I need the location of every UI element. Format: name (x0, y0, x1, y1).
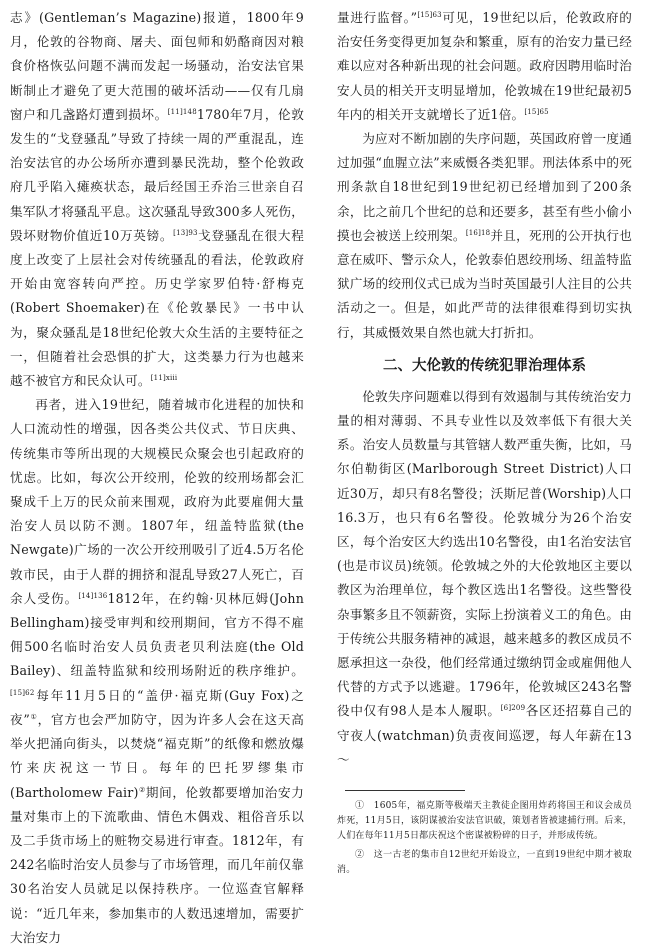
section-title: 二、大伦敦的传统犯罪治理体系 (383, 357, 586, 374)
citation[interactable]: [15]63 (417, 10, 442, 19)
footnote-divider (345, 790, 465, 791)
citation[interactable]: [6]209 (500, 704, 526, 713)
right-paragraph-2: 为应对不断加剧的失序问题，英国政府曾一度通过加强“血腥立法”来威慑各类犯罪。刑法体系中的死刑条款自18世纪到19世纪初已经增加到了200条余，比之前几个世纪的总和还要多，甚至有些小偷小摸也会被送上绞刑架。$^{[16]18}$并且，死刑的公开执行也意在威吓、警示众人，伦敦泰伯恩绞刑场、纽盖特监狱广场的绞刑仪式已成为当时英国最引人注目的公共活动之一。但是，如此严苛的法律很难得到切实执行，其威慑效果自然也就大打折扣。 (337, 131, 633, 340)
citation[interactable]: [11]148 (167, 107, 197, 116)
footnote-1: ① 1605年，福克斯等极端天主教徒企图用炸药将国王和议会成员炸死，11月5日，该阴谋被治安法官识破，策划者皆被逮捕行刑。后来，人们在每年11月5日都庆祝这个密谋被粉碎的日子，并形成传统。 (337, 801, 633, 842)
footnote-mark[interactable]: ① (30, 712, 38, 721)
citation[interactable]: [11]xiii (150, 373, 178, 382)
citation[interactable]: [13]93 (173, 228, 198, 237)
right-column (337, 6, 632, 882)
footnote-2: ② 这一古老的集市自12世纪开始设立，一直到19世纪中期才被取消。 (337, 850, 632, 876)
footnote-mark[interactable]: ② (138, 785, 146, 794)
right-paragraph-1: 量进行监督。”$^{[15]63}$可见，19世纪以后，伦敦政府的治安任务变得更加复杂和繁重，原有的治安力量已经难以应对各种新出现的社会问题。政府因聘用临时治安人员的相关开支明显增加，伦敦城在19世纪最初5年内的相关开支就增长了近1倍。$^{[15]65}$ (337, 10, 633, 122)
left-paragraph-1: 志》(Gentleman’s Magazine)报道，1800年9月，伦敦的谷物商、屠夫、面包师和奶酪商因对粮食价格恢弘问题不满而发起一场骚动，治安法官果断制止才避免了更大范围的破坏活动——仅有几扇窗户和几盏路灯遭到损坏。$^{[11]148}$1780年7月，伦敦发生的“戈登骚乱”导致了持续一周的严重混乱，连治安法官的办公场所亦遭到暴民洗劫，整个伦敦政府几乎陷入瘫痪状态，最后经国王乔治三世亲自召集军队才将骚乱平息。这次骚乱导致300多人死伤，毁坏财物价值近10万英镑。$^{[13]93}$戈登骚乱在很大程度上改变了上层社会对传统骚乱的看法，伦敦政府开始由宽容转向严控。历史学家罗伯特·舒梅克(Robert Shoemaker)在《伦敦暴民》一书中认为，聚众骚乱是18世纪伦敦大众生活的主要特征之一，但随着社会恐惧的扩大，这类暴力行为也越来越不被官方和民众认可。$^{[11]xiii}$ (10, 10, 304, 389)
left-paragraph-2: 再者，进入19世纪，随着城市化进程的加快和人口流动性的增强，因各类公共仪式、节日庆典、传统集市等所出现的大规模民众聚会也引起政府的忧虑。比如，每次公开绞刑，伦敦的绞刑场都会汇聚成千上万的民众前来围观，政府为此要雇佣大量治安人员以防不测。1807年，纽盖特监狱(the Newgate)广场的一次公开绞刑吸引了近4.5万名伦敦市民，由于人群的拥挤和混乱导致27人死亡，百余人受伤。$^{[14]136}$1812年，在约翰·贝林厄姆(John Bellingham)接受审判和绞刑期间，官方不得不雇佣500名临时治安人员负责老贝利法庭(the Old Bailey)、纽盖特监狱和绞刑场附近的秩序维护。$^{[15]62}$每年11月5日的“盖伊·福克斯(Guy Fox)之夜”①，官方也会严加防守，因为许多人会在这天高举火把涌向街头，以焚烧“福克斯”的纸像和燃放爆竹来庆祝这一节日。每年的巴托罗缪集市(Bartholomew Fair)②期间，伦敦都要增加治安力量对集市上的下流歌曲、情色木偶戏、粗俗音乐以及二手货市场上的赃物交易进行审查。1812年，有242名临时治安人员参与了市场管理，而几年前仅靠30名治安人员就足以保持秩序。一位巡查官解释说：“近几年来，参加集市的人数迅速增加，需要扩大治安力 (10, 397, 305, 945)
left-column (10, 6, 304, 950)
citation[interactable]: [15]65 (524, 107, 549, 116)
citation[interactable]: [16]18 (465, 228, 491, 237)
citation[interactable]: [14]136 (78, 591, 108, 600)
right-paragraph-3: 伦敦失序问题难以得到有效遏制与其传统治安力量的相对薄弱、不具专业性以及效率低下有很大关系。治安人员数量与其管辖人数严重失衡，比如，马尔伯勒街区(Marlborough Street District)人口近30万，却只有8名警役；沃斯尼普(Worship)人口16.3万，也只有6名警役。伦敦城分为26个治安区，每个治安区大约选出10名警役，由1名治安法官(也是市议员)统领。伦敦城之外的大伦敦地区主要以教区为治理单位，每个教区选出1名警役。这些警役杂事繁多且不领薪资，实际上扮演着义工的角色。由于传统公共服务精神的减退，越来越多的教区成员不愿承担这一杂役，他们经常通过缴纳罚金或雇佣他人代替的方式予以逃避。1796年，伦敦城区243名警役中仅有98人是本人履职。$^{[6]209}$各区还招募自己的守夜人(watchman)负责夜间巡逻，每人年薪在13～ (337, 388, 632, 767)
citation[interactable]: [15]62 (10, 688, 35, 697)
